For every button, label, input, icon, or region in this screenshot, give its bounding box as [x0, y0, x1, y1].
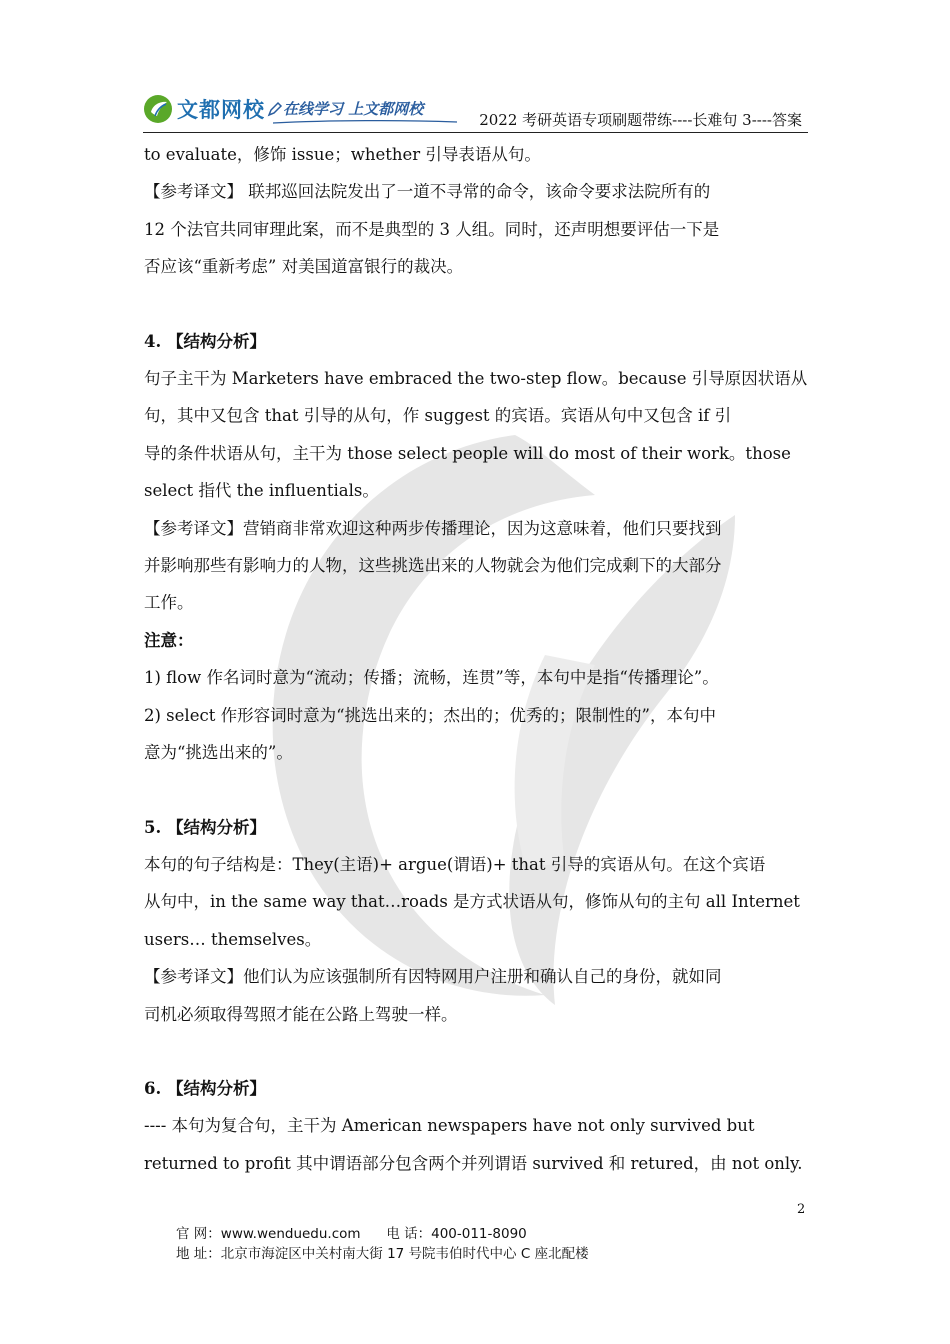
page-header [143, 94, 808, 134]
blank-line [144, 1033, 808, 1070]
analysis-line: 句子主干为 Marketers have embraced the two-step flow。because 引导原因状语从 [144, 369, 808, 389]
analysis-line: returned to profit 其中谓语部分包含两个并列谓语 survived 和 retured，由 not only. [144, 1153, 803, 1173]
page-footer [176, 1224, 589, 1264]
analysis-line: 导的条件状语从句，主干为 those select people will do most of their work。those [144, 443, 791, 463]
header-divider [143, 132, 808, 133]
blank-line [144, 772, 808, 809]
phone-number: 400-011-8090 [431, 1226, 527, 1242]
blank-line [144, 286, 808, 323]
analysis-line: users… themselves。 [144, 929, 322, 949]
translation-line: 【参考译文】 联邦巡回法院发出了一道不寻常的命令，该命令要求法院所有的 [144, 182, 711, 202]
body-line: to evaluate，修饰 issue；whether 引导表语从句。 [144, 145, 541, 164]
brand-leaf-icon [143, 94, 173, 124]
slogan-underline [271, 118, 459, 126]
slogan-text: 在线学习 上文都网校 [283, 100, 424, 118]
translation-line: 12 个法官共同审理此案，而不是典型的 3 人组。同时，还声明想要评估一下是 [144, 219, 720, 239]
note-line: 2) select 作形容词时意为“挑选出来的；杰出的；优秀的；限制性的”，本句中 [144, 705, 716, 725]
document-title: 2022 考研英语专项刷题带练----长难句 3----答案 [479, 111, 802, 129]
translation-line: 【参考译文】他们认为应该强制所有因特网用户注册和确认自己的身份，就如同 [144, 967, 722, 987]
analysis-line: ---- 本句为复合句，主干为 American newspapers have not only survived but [144, 1116, 755, 1136]
page-number: 2 [797, 1202, 806, 1217]
note-line: 意为“挑选出来的”。 [144, 743, 293, 763]
footer-contact-row [176, 1224, 589, 1244]
note-heading: 注意： [144, 630, 194, 650]
analysis-line: 句，其中又包含 that 引导的从句，作 suggest 的宾语。宾语从句中又包含 if 引 [144, 406, 732, 426]
note-line: 1) flow 作名词时意为“流动；传播；流畅，连贯”等，本句中是指“传播理论”。 [144, 668, 719, 688]
translation-line: 【参考译文】营销商非常欢迎这种两步传播理论，因为这意味着，他们只要找到 [144, 518, 722, 538]
footer-address-row [176, 1244, 589, 1264]
phone-label: 电 话： [386, 1226, 432, 1242]
site-label: 官 网： [176, 1226, 221, 1242]
document-body [144, 136, 808, 1182]
address-text: 北京市海淀区中关村南大街 17 号院韦伯时代中心 C 座北配楼 [220, 1246, 589, 1262]
section-heading-6: 6. 【结构分析】 [144, 1078, 266, 1098]
section-heading-5: 5. 【结构分析】 [144, 817, 266, 837]
translation-line: 工作。 [144, 593, 194, 613]
address-label: 地 址： [176, 1246, 221, 1262]
brand-name: 文都网校 [177, 98, 265, 122]
analysis-line: select 指代 the influentials。 [144, 481, 379, 501]
pen-icon [267, 101, 283, 117]
section-heading-4: 4. 【结构分析】 [144, 331, 266, 351]
analysis-line: 从句中，in the same way that…roads 是方式状语从句，修饰从句的主句 all Internet [144, 892, 800, 912]
translation-line: 司机必须取得驾照才能在公路上驾驶一样。 [144, 1004, 458, 1024]
translation-line: 否应该“重新考虑” 对美国道富银行的裁决。 [144, 257, 464, 277]
translation-line: 并影响那些有影响力的人物，这些挑选出来的人物就会为他们完成剩下的大部分 [144, 556, 722, 576]
brand-logo [143, 94, 265, 124]
brand-slogan [267, 98, 423, 119]
site-url: www.wenduedu.com [220, 1226, 361, 1242]
analysis-line: 本句的句子结构是：They(主语)+ argue(谓语)+ that 引导的宾语从句。在这个宾语 [144, 854, 766, 874]
